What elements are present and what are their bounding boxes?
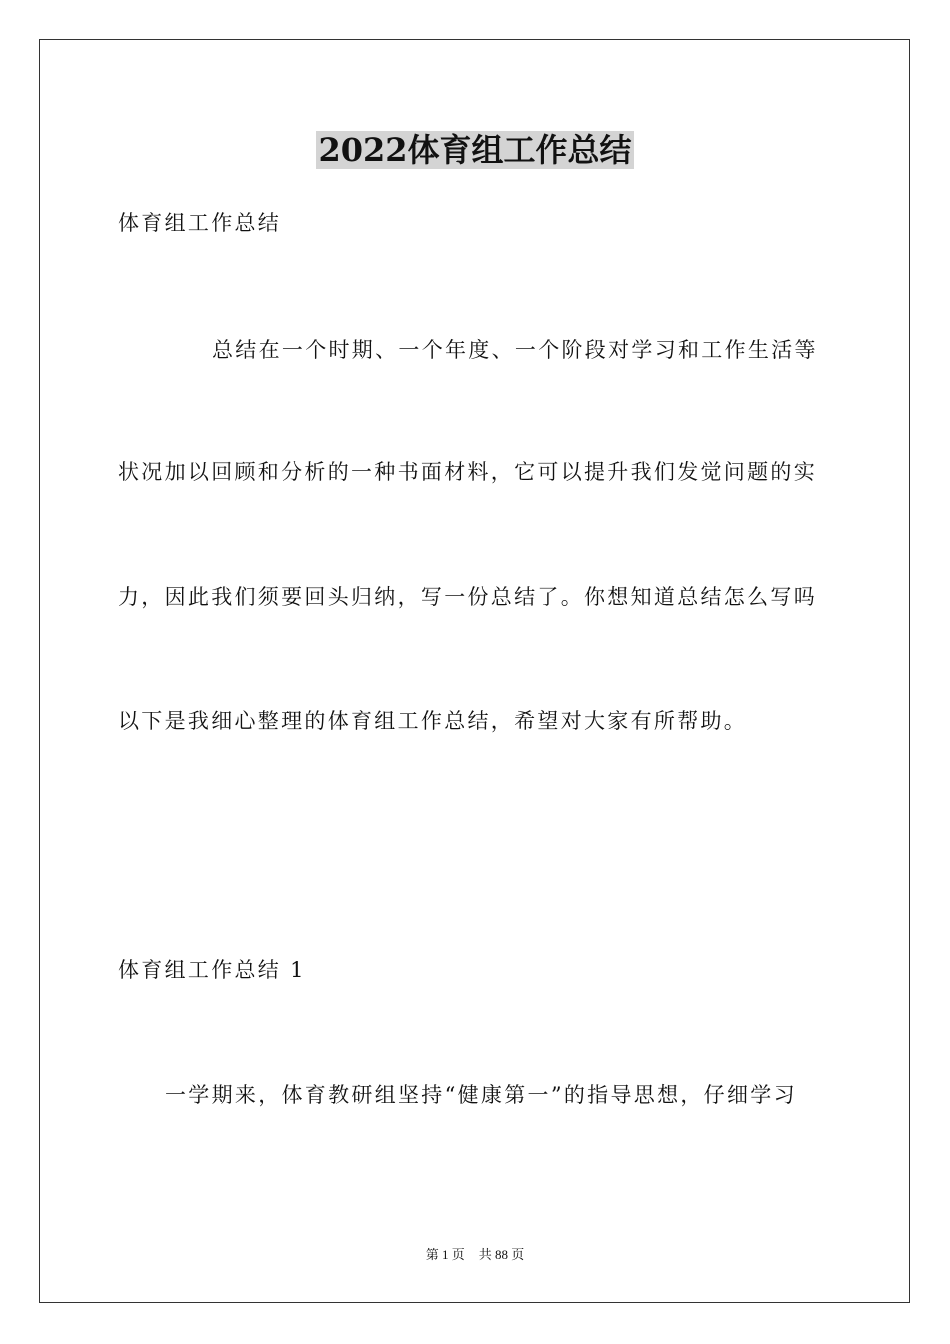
page-footer — [0, 1246, 950, 1264]
document-title-text: 2022体育组工作总结 — [318, 131, 632, 169]
page-number: 第 1 页 — [425, 1247, 465, 1262]
intro-paragraph-line: 状况加以回顾和分析的一种书面材料，它可以提升我们发觉问题的实 — [118, 460, 817, 484]
intro-paragraph-line: 力，因此我们须要回头归纳，写一份总结了。你想知道总结怎么写吗 — [118, 585, 817, 609]
document-title — [0, 128, 950, 172]
section-paragraph-line: 一学期来，体育教研组坚持“健康第一”的指导思想，仔细学习 — [165, 1083, 797, 1107]
page-total: 共 88 页 — [478, 1247, 525, 1262]
intro-paragraph-line: 以下是我细心整理的体育组工作总结，希望对大家有所帮助。 — [118, 709, 748, 733]
section-heading: 体育组工作总结 1 — [118, 958, 306, 982]
intro-paragraph-line: 总结在一个时期、一个年度、一个阶段对学习和工作生活等 — [212, 338, 818, 362]
document-subtitle: 体育组工作总结 — [118, 211, 282, 235]
